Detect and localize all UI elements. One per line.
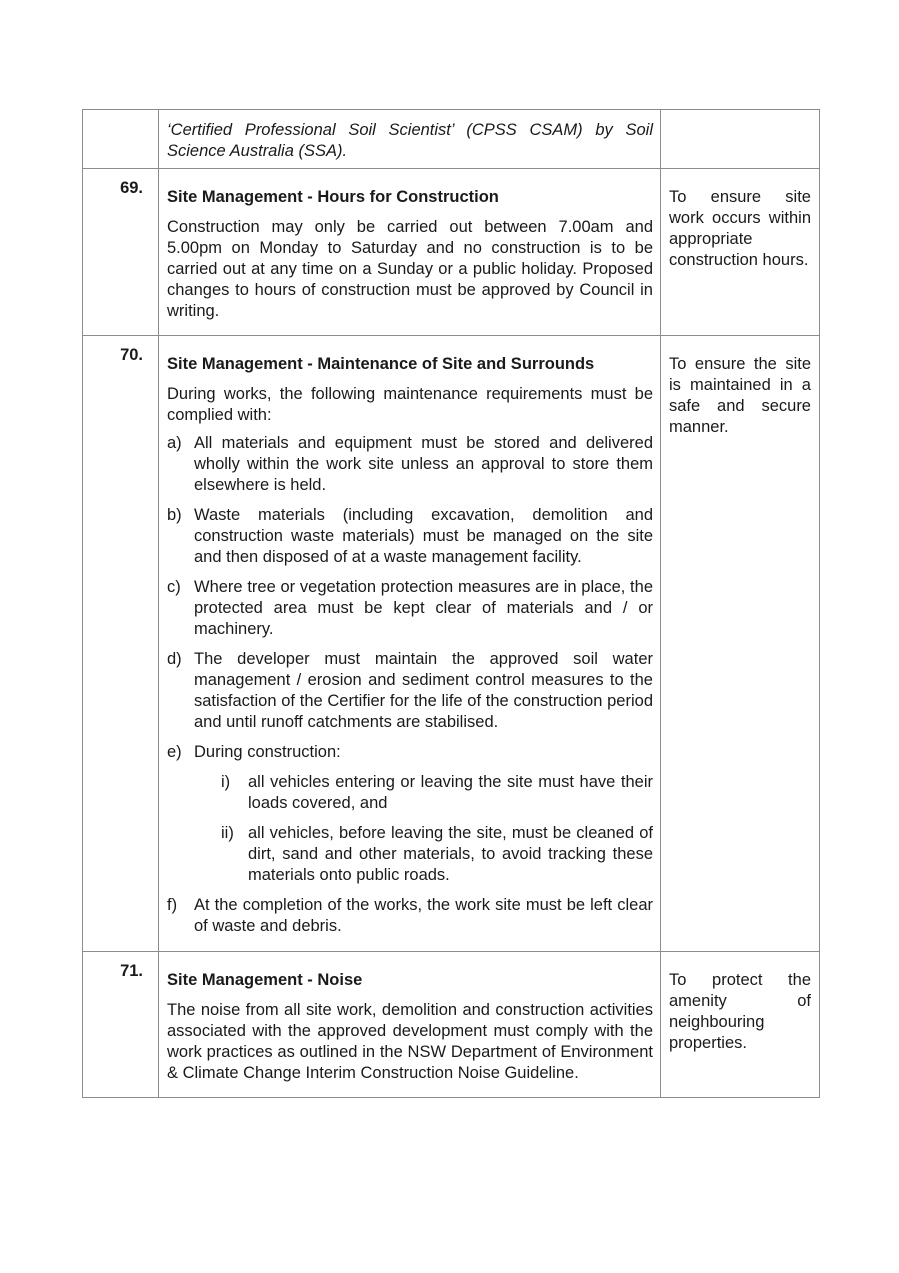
list-item-text: Where tree or vegetation protection measures are in place, the protected area must be kept clear of materials and / or machinery. bbox=[194, 578, 653, 638]
sub-list-item-text: all vehicles entering or leaving the site must have their loads covered, and bbox=[248, 773, 653, 812]
list-item bbox=[167, 433, 653, 496]
condition-number: 70. bbox=[83, 336, 159, 952]
list-item-label: f) bbox=[167, 896, 178, 914]
intro-text: ‘Certified Professional Soil Scientist’ (CPSS CSAM) by Soil Science Australia (SSA). bbox=[167, 121, 653, 160]
sub-list-item bbox=[194, 823, 653, 886]
requirements-list bbox=[167, 433, 653, 937]
condition-number bbox=[83, 110, 159, 169]
condition-reason bbox=[661, 110, 820, 169]
list-item bbox=[167, 577, 653, 640]
condition-reason: To ensure the site is maintained in a safe and secure manner. bbox=[661, 336, 820, 952]
table-row-intro bbox=[83, 110, 820, 169]
sub-list-item-text: all vehicles, before leaving the site, must be cleaned of dirt, sand and other materials, to avoid tracking these materials onto public roads. bbox=[248, 824, 653, 884]
sub-list bbox=[194, 772, 653, 886]
condition-body bbox=[159, 336, 661, 952]
list-item-text: Waste materials (including excavation, demolition and construction waste materials) must be managed on the site and then disposed of at a waste management facility. bbox=[194, 506, 653, 566]
list-item bbox=[167, 742, 653, 886]
table-row-condition-70 bbox=[83, 336, 820, 952]
condition-body bbox=[159, 110, 661, 169]
list-item-text: During construction: bbox=[194, 743, 341, 761]
list-item-label: e) bbox=[167, 743, 182, 761]
list-item-text: At the completion of the works, the work site must be left clear of waste and debris. bbox=[194, 896, 653, 935]
condition-heading: Site Management - Hours for Construction bbox=[167, 188, 499, 206]
list-item-text: The developer must maintain the approved soil water management / erosion and sediment control measures to the satisfaction of the Certifier for the life of the construction period and until runoff catchments are stabilised. bbox=[194, 650, 653, 731]
sub-list-item-label: ii) bbox=[221, 824, 234, 842]
list-item-text: All materials and equipment must be stored and delivered wholly within the work site unless an approval to store them elsewhere is held. bbox=[194, 434, 653, 494]
list-item-label: c) bbox=[167, 578, 181, 596]
condition-paragraph: The noise from all site work, demolition and construction activities associated with the approved development must comply with the work practices as outlined in the NSW Department of Environment & Climate Change Interim Construction Noise Guideline. bbox=[167, 1001, 653, 1082]
list-item-label: d) bbox=[167, 650, 182, 668]
list-item bbox=[167, 505, 653, 568]
condition-reason: To protect the amenity of neighbouring properties. bbox=[661, 952, 820, 1098]
table-row-condition-71 bbox=[83, 952, 820, 1098]
list-item-label: b) bbox=[167, 506, 182, 524]
table-row-condition-69 bbox=[83, 169, 820, 336]
list-item bbox=[167, 649, 653, 733]
condition-heading: Site Management - Noise bbox=[167, 971, 363, 989]
sub-list-item-label: i) bbox=[221, 773, 231, 791]
condition-number: 71. bbox=[83, 952, 159, 1098]
condition-reason: To ensure site work occurs within appropriate construction hours. bbox=[661, 169, 820, 336]
condition-paragraph: During works, the following maintenance requirements must be complied with: bbox=[167, 385, 653, 424]
condition-paragraph: Construction may only be carried out between 7.00am and 5.00pm on Monday to Saturday and no construction is to be carried out at any time on a Sunday or a public holiday. Proposed changes to hours of construction must be approved by Council in writing. bbox=[167, 218, 653, 320]
condition-body bbox=[159, 952, 661, 1098]
condition-number: 69. bbox=[83, 169, 159, 336]
list-item-label: a) bbox=[167, 434, 182, 452]
conditions-table bbox=[82, 109, 820, 1098]
sub-list-item bbox=[194, 772, 653, 814]
condition-body bbox=[159, 169, 661, 336]
condition-heading: Site Management - Maintenance of Site and Surrounds bbox=[167, 355, 595, 373]
list-item bbox=[167, 895, 653, 937]
